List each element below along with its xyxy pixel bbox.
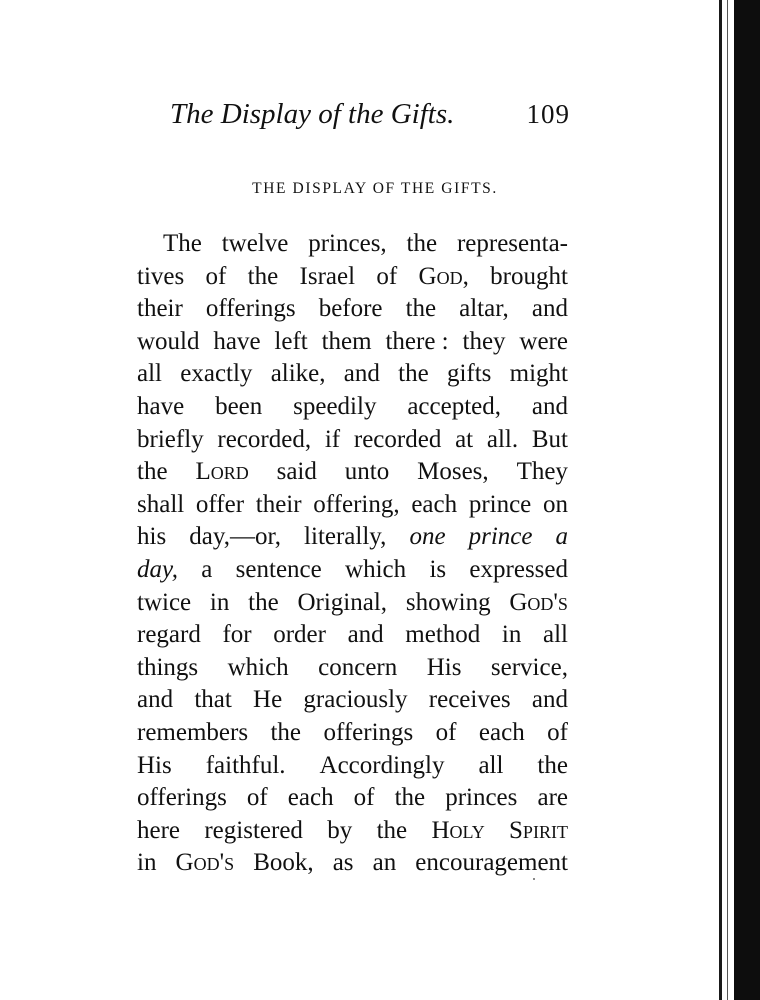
word: unto <box>344 458 390 486</box>
word: they <box>462 327 506 355</box>
word: day, <box>137 555 178 583</box>
text-line <box>137 224 568 257</box>
word: His <box>426 653 462 681</box>
word: God, <box>418 262 469 290</box>
word: their <box>255 490 302 518</box>
word: of <box>547 718 568 746</box>
word: which <box>345 555 407 583</box>
word: on <box>542 490 568 518</box>
word: of <box>353 784 375 812</box>
text-line <box>137 713 568 746</box>
text-line <box>137 420 568 453</box>
text-line <box>137 257 568 290</box>
word: each <box>411 490 458 518</box>
text-line <box>137 354 568 387</box>
word: But <box>531 425 568 453</box>
word: receives <box>428 686 511 714</box>
word: expressed <box>469 555 568 583</box>
word: graciously <box>303 686 408 714</box>
page-number: 109 <box>526 99 570 129</box>
word: speedily <box>293 392 377 420</box>
text-line <box>137 517 568 550</box>
word: that <box>194 686 232 714</box>
word: one <box>409 523 446 551</box>
word: is <box>429 555 447 583</box>
word: the <box>247 262 279 290</box>
word: were <box>519 327 568 355</box>
word: all. <box>486 425 519 453</box>
word: all <box>137 360 162 388</box>
word: in <box>501 621 522 649</box>
word: here <box>137 816 181 844</box>
word: service, <box>490 653 568 681</box>
word: the <box>248 588 279 616</box>
word: concern <box>318 653 398 681</box>
word: offer <box>195 490 245 518</box>
word: in <box>209 588 230 616</box>
word: each <box>478 718 525 746</box>
word: offerings <box>137 784 227 812</box>
word: things <box>137 653 199 681</box>
word: the <box>537 751 568 779</box>
word: of <box>205 262 227 290</box>
word: the <box>270 718 302 746</box>
word: and <box>343 360 380 388</box>
text-line <box>137 322 568 355</box>
word: Holy <box>431 816 485 844</box>
word: God's <box>509 588 568 616</box>
word: Israel <box>299 262 356 290</box>
word: been <box>215 392 263 420</box>
word: exactly <box>180 360 253 388</box>
word: offerings <box>323 718 414 746</box>
text-line <box>137 843 568 876</box>
word: Lord <box>195 458 249 486</box>
word: recorded <box>353 425 442 453</box>
word: recorded, <box>217 425 312 453</box>
word: His <box>137 751 172 779</box>
text-line <box>137 583 568 616</box>
word: by <box>327 816 353 844</box>
word: the <box>405 295 437 323</box>
word: and <box>347 621 384 649</box>
text-line <box>137 811 568 844</box>
word: shall <box>137 490 185 518</box>
word: and <box>531 392 568 420</box>
page-edge-gap <box>727 0 728 1000</box>
word: sentence <box>235 555 322 583</box>
word: princes <box>445 784 518 812</box>
word: offerings <box>205 295 296 323</box>
word: an <box>372 849 397 877</box>
word: of <box>246 784 268 812</box>
word: the <box>398 360 429 388</box>
word: each <box>287 784 334 812</box>
word: alike, <box>270 360 326 388</box>
word: Book, <box>253 849 314 877</box>
word: Original, <box>297 588 388 616</box>
text-line <box>137 485 568 518</box>
text-line <box>137 452 568 485</box>
word: all <box>542 621 568 649</box>
word: the <box>406 230 438 257</box>
word: the <box>137 458 168 486</box>
word: twelve <box>221 230 289 257</box>
word: of <box>376 262 398 290</box>
word: Spirit <box>509 816 568 844</box>
word: before <box>318 295 383 323</box>
word: The <box>163 230 202 257</box>
running-title: The Display of the Gifts. <box>170 98 455 130</box>
word: He <box>253 686 283 714</box>
word: They <box>516 458 568 486</box>
word: briefly <box>137 425 204 453</box>
word: brought <box>490 262 568 290</box>
word: altar, <box>459 295 509 323</box>
word: as <box>332 849 354 877</box>
word: and <box>531 686 568 714</box>
word: prince <box>468 490 532 518</box>
word: showing <box>405 588 491 616</box>
word: method <box>405 621 481 649</box>
word: and <box>531 295 568 323</box>
word: said <box>276 458 317 486</box>
text-line <box>137 746 568 779</box>
word: have <box>213 327 261 355</box>
word: order <box>273 621 326 649</box>
word: the <box>394 784 426 812</box>
word: and <box>137 686 174 714</box>
word: are <box>537 784 568 812</box>
word: tives <box>137 262 185 290</box>
word: Moses, <box>417 458 489 486</box>
word: of <box>435 718 457 746</box>
word: have <box>137 392 185 420</box>
word: them <box>321 327 372 355</box>
page-edge-line <box>719 0 722 1000</box>
word: encouragement <box>415 849 568 877</box>
body-paragraph <box>137 224 568 876</box>
word: if <box>324 425 341 453</box>
word: offering, <box>313 490 400 518</box>
word: in <box>137 849 157 877</box>
text-line <box>137 289 568 322</box>
print-speck <box>533 878 535 880</box>
word: a <box>201 555 213 583</box>
word: accepted, <box>407 392 501 420</box>
text-line <box>137 615 568 648</box>
word: prince <box>468 523 533 551</box>
running-head <box>170 98 570 142</box>
text-line <box>137 387 568 420</box>
word: God's <box>175 849 235 877</box>
word: literally, <box>304 523 387 551</box>
word: a <box>555 523 568 551</box>
word: remembers <box>137 718 249 746</box>
word: representa- <box>456 230 568 257</box>
text-line <box>137 550 568 583</box>
word: left <box>274 327 308 355</box>
word: all <box>478 751 504 779</box>
word: regard <box>137 621 201 649</box>
word: would <box>137 327 200 355</box>
text-line <box>137 648 568 681</box>
word: his <box>137 523 167 551</box>
word: gifts <box>446 360 492 388</box>
word: at <box>455 425 474 453</box>
word: princes, <box>308 230 387 257</box>
word: which <box>227 653 289 681</box>
word: day,—or, <box>189 523 282 551</box>
section-heading: THE DISPLAY OF THE GIFTS. <box>252 180 498 197</box>
binding-edge <box>734 0 760 1000</box>
word: registered <box>204 816 303 844</box>
word: the <box>376 816 408 844</box>
word: twice <box>137 588 192 616</box>
text-line <box>137 680 568 713</box>
word: might <box>509 360 568 388</box>
word: there : <box>385 327 449 355</box>
word: Accordingly <box>319 751 445 779</box>
word: their <box>137 295 183 323</box>
text-line <box>137 778 568 811</box>
word: faithful. <box>205 751 286 779</box>
word: for <box>222 621 252 649</box>
